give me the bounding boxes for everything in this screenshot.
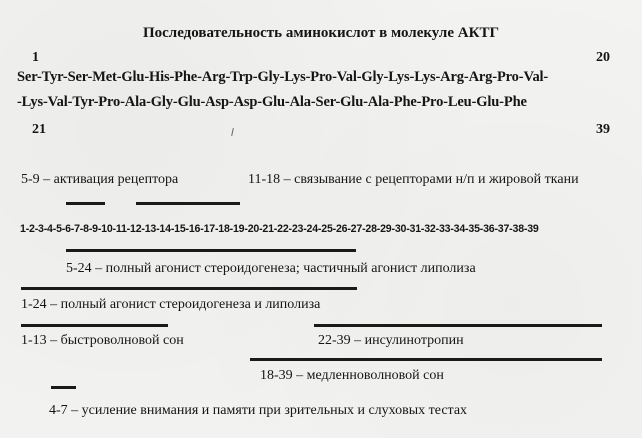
fragment-18-39-label: 18-39 – медленноволновой сон bbox=[260, 368, 444, 383]
fragment-1-24-bar bbox=[21, 287, 357, 290]
line2-start-index: 21 bbox=[32, 122, 46, 137]
fragment-5-9-bar bbox=[66, 202, 105, 205]
sequence-line-1: Ser-Tyr-Ser-Met-Glu-His-Phe-Arg-Trp-Gly-Lys-Pro-Val-Gly-Lys-Lys-Arg-Arg-Pro-Val- bbox=[17, 69, 549, 85]
fragment-11-18-bar bbox=[136, 202, 240, 205]
fragment-18-39-bar bbox=[250, 358, 602, 361]
fragment-4-7-label: 4-7 – усиление внимания и памяти при зрительных и слуховых тестах bbox=[49, 403, 468, 418]
fragment-1-13-label: 1-13 – быстроволновой сон bbox=[21, 333, 184, 348]
fragment-5-9-label: 5-9 – активация рецептора bbox=[21, 172, 179, 187]
fragment-5-24-label: 5-24 – полный агонист стероидогенеза; частичный агонист липолиза bbox=[66, 261, 476, 276]
sequence-start-index: 1 bbox=[32, 50, 39, 65]
sequence-end-index: 39 bbox=[596, 122, 610, 137]
fragment-1-13-bar bbox=[21, 324, 168, 327]
line1-end-index: 20 bbox=[596, 50, 610, 65]
fragment-4-7-bar bbox=[51, 386, 76, 389]
page-title: Последовательность аминокислот в молекуле АКТГ bbox=[142, 25, 499, 41]
fragment-1-24-label: 1-24 – полный агонист стероидогенеза и липолиза bbox=[21, 297, 321, 312]
sequence-line-2: -Lys-Val-Tyr-Pro-Ala-Gly-Glu-Asp-Asp-Glu-Ala-Ser-Glu-Ala-Phe-Pro-Leu-Glu-Phe bbox=[17, 94, 527, 110]
fragment-11-18-label: 11-18 – связывание с рецепторами н/п и жировой ткани bbox=[248, 172, 579, 187]
scan-mark bbox=[231, 128, 234, 136]
fragment-22-39-bar bbox=[314, 324, 602, 327]
residue-numbering: 1-2-3-4-5-6-7-8-9-10-11-12-13-14-15-16-17-18-19-20-21-22-23-24-25-26-27-28-29-30-31-32-33-34-35-36-37-38-39 bbox=[20, 223, 539, 235]
fragment-5-24-bar bbox=[66, 249, 356, 252]
fragment-22-39-label: 22-39 – инсулинотропин bbox=[318, 333, 464, 348]
